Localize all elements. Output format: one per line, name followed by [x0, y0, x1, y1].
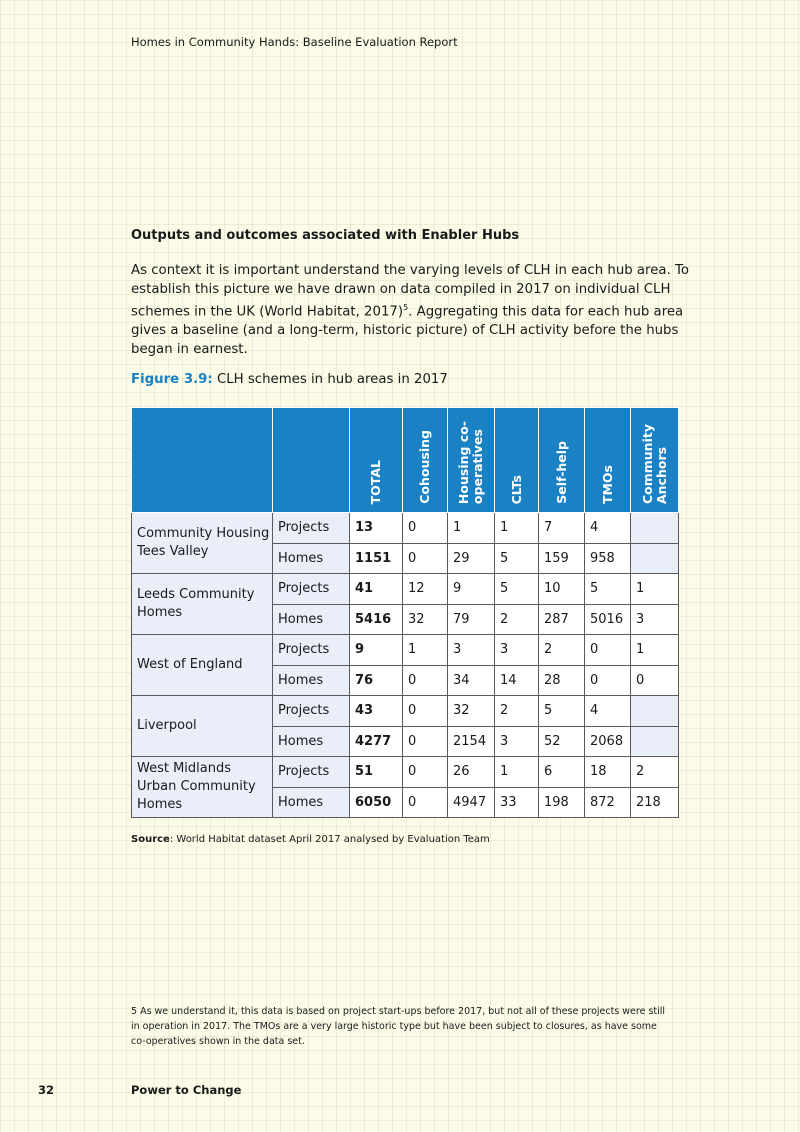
cell-housing-co-operatives: 34	[448, 665, 495, 696]
cell-total: 41	[350, 574, 403, 605]
header-area-blank	[132, 408, 273, 513]
cell-clts: 2	[495, 696, 539, 727]
cell-clts: 5	[495, 543, 539, 574]
cell-clts: 14	[495, 665, 539, 696]
cell-cohousing: 0	[403, 757, 448, 788]
column-header-cohousing: Cohousing	[403, 408, 448, 513]
section-heading: Outputs and outcomes associated with Enabler Hubs	[131, 228, 520, 243]
cell-housing-co-operatives: 26	[448, 757, 495, 788]
footer-brand: Power to Change	[131, 1083, 242, 1097]
cell-cohousing: 12	[403, 574, 448, 605]
cell-total: 13	[350, 513, 403, 544]
clh-schemes-table	[131, 407, 679, 818]
cell-housing-co-operatives: 2154	[448, 726, 495, 757]
cell-self-help: 2	[539, 635, 585, 666]
cell-tmos: 958	[585, 543, 631, 574]
footnote-reference[interactable]: 5	[403, 303, 409, 313]
cell-community-anchors	[631, 726, 679, 757]
paragraph-text-start: As context it is important understand the varying levels of CLH in each hub area. To establish this picture we have drawn on data compiled in 2017 on individual CLH schemes in the UK (World Habitat, 2017)	[131, 263, 690, 320]
cell-clts: 2	[495, 604, 539, 635]
metric-label-homes: Homes	[273, 604, 350, 635]
cell-tmos: 872	[585, 787, 631, 818]
metric-label-homes: Homes	[273, 543, 350, 574]
column-header-clts: CLTs	[495, 408, 539, 513]
cell-community-anchors: 3	[631, 604, 679, 635]
table-row	[132, 513, 679, 544]
cell-total: 51	[350, 757, 403, 788]
metric-label-projects: Projects	[273, 696, 350, 727]
cell-tmos: 2068	[585, 726, 631, 757]
cell-housing-co-operatives: 29	[448, 543, 495, 574]
cell-community-anchors: 1	[631, 574, 679, 605]
cell-cohousing: 0	[403, 726, 448, 757]
running-header: Homes in Community Hands: Baseline Evaluation Report	[131, 35, 458, 49]
cell-cohousing: 1	[403, 635, 448, 666]
cell-self-help: 7	[539, 513, 585, 544]
metric-label-homes: Homes	[273, 726, 350, 757]
cell-total: 9	[350, 635, 403, 666]
source-label: Source	[131, 834, 170, 845]
cell-community-anchors	[631, 513, 679, 544]
cell-tmos: 4	[585, 513, 631, 544]
column-header-tmos: TMOs	[585, 408, 631, 513]
cell-total: 5416	[350, 604, 403, 635]
metric-label-projects: Projects	[273, 635, 350, 666]
cell-clts: 3	[495, 726, 539, 757]
cell-housing-co-operatives: 3	[448, 635, 495, 666]
cell-community-anchors: 1	[631, 635, 679, 666]
hub-area-name: West of England	[132, 635, 273, 696]
table-row	[132, 574, 679, 605]
cell-tmos: 4	[585, 696, 631, 727]
metric-label-projects: Projects	[273, 574, 350, 605]
cell-total: 6050	[350, 787, 403, 818]
cell-self-help: 10	[539, 574, 585, 605]
cell-cohousing: 32	[403, 604, 448, 635]
table-row	[132, 635, 679, 666]
cell-housing-co-operatives: 32	[448, 696, 495, 727]
hub-area-name: Liverpool	[132, 696, 273, 757]
column-header-housing-co-operatives: Housing co- operatives	[448, 408, 495, 513]
cell-housing-co-operatives: 79	[448, 604, 495, 635]
cell-tmos: 0	[585, 635, 631, 666]
cell-cohousing: 0	[403, 787, 448, 818]
figure-title: CLH schemes in hub areas in 2017	[216, 372, 448, 387]
cell-community-anchors	[631, 543, 679, 574]
table-header-row	[132, 408, 679, 513]
cell-total: 1151	[350, 543, 403, 574]
hub-area-name: Leeds Community Homes	[132, 574, 273, 635]
cell-community-anchors: 2	[631, 757, 679, 788]
cell-clts: 1	[495, 513, 539, 544]
column-header-self-help: Self-help	[539, 408, 585, 513]
figure-caption	[131, 372, 448, 387]
cell-tmos: 5	[585, 574, 631, 605]
metric-label-homes: Homes	[273, 787, 350, 818]
cell-self-help: 198	[539, 787, 585, 818]
metric-label-homes: Homes	[273, 665, 350, 696]
table-row	[132, 757, 679, 788]
metric-label-projects: Projects	[273, 513, 350, 544]
source-note	[131, 834, 490, 845]
hub-area-name: Community Housing Tees Valley	[132, 513, 273, 574]
cell-clts: 33	[495, 787, 539, 818]
cell-tmos: 5016	[585, 604, 631, 635]
cell-clts: 5	[495, 574, 539, 605]
body-paragraph	[131, 262, 691, 359]
cell-cohousing: 0	[403, 513, 448, 544]
cell-clts: 1	[495, 757, 539, 788]
cell-community-anchors: 218	[631, 787, 679, 818]
footnote: 5 As we understand it, this data is based on project start-ups before 2017, but not all of these projects were still in operation in 2017. The TMOs are a very large historic type but have been subject to closures, as have some co-operatives shown in the data set.	[131, 1006, 666, 1047]
cell-self-help: 52	[539, 726, 585, 757]
cell-community-anchors	[631, 696, 679, 727]
table-row	[132, 696, 679, 727]
cell-cohousing: 0	[403, 543, 448, 574]
cell-total: 4277	[350, 726, 403, 757]
cell-self-help: 159	[539, 543, 585, 574]
cell-housing-co-operatives: 9	[448, 574, 495, 605]
cell-cohousing: 0	[403, 696, 448, 727]
cell-community-anchors: 0	[631, 665, 679, 696]
column-header-total: TOTAL	[350, 408, 403, 513]
figure-label: Figure 3.9:	[131, 372, 213, 387]
paragraph-text-end: . Aggregating this data for each hub area gives a baseline (and a long-term, historic picture) of CLH activity before the hubs began in earnest.	[131, 304, 684, 357]
cell-self-help: 6	[539, 757, 585, 788]
cell-housing-co-operatives: 4947	[448, 787, 495, 818]
cell-cohousing: 0	[403, 665, 448, 696]
cell-self-help: 5	[539, 696, 585, 727]
cell-housing-co-operatives: 1	[448, 513, 495, 544]
page-number: 32	[38, 1083, 55, 1097]
header-metric-blank	[273, 408, 350, 513]
cell-tmos: 18	[585, 757, 631, 788]
cell-self-help: 28	[539, 665, 585, 696]
cell-clts: 3	[495, 635, 539, 666]
column-header-community-anchors: Community Anchors	[631, 408, 679, 513]
hub-area-name: West Midlands Urban Community Homes	[132, 757, 273, 818]
cell-tmos: 0	[585, 665, 631, 696]
cell-total: 43	[350, 696, 403, 727]
cell-total: 76	[350, 665, 403, 696]
source-text: : World Habitat dataset April 2017 analysed by Evaluation Team	[169, 834, 490, 845]
metric-label-projects: Projects	[273, 757, 350, 788]
cell-self-help: 287	[539, 604, 585, 635]
